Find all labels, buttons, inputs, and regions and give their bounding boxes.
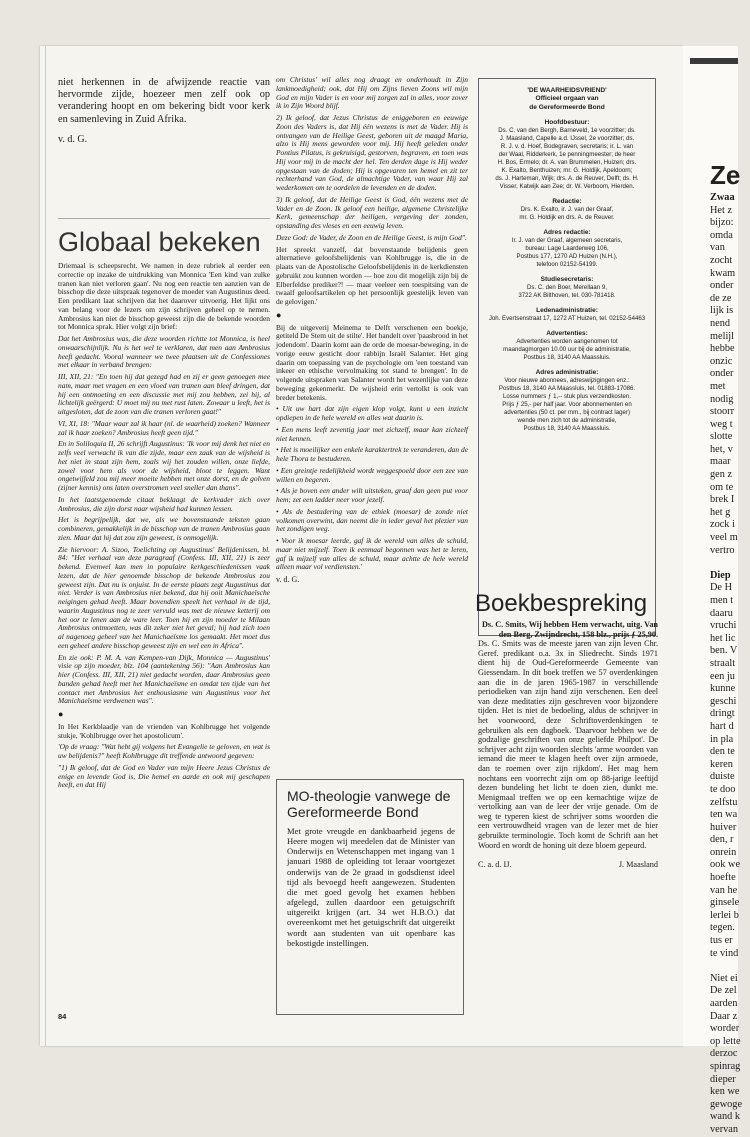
colophon-line: Prijs ƒ 25,- per half jaar. Voor abonnementen en <box>502 401 632 409</box>
globaal-paragraph: Het is begrijpelijk, dat we, als we bovenstaande teksten gaan combineren, gemakkelijk in de bisschop van de tranen Ambrosius gaan zien. Maar dat hij dat zou zijn geweest, is onmogelijk. <box>58 515 270 542</box>
right-page-line: lerlei b <box>710 909 739 921</box>
colophon-heading: Ledenadministratie: <box>536 307 598 315</box>
kohlbrugge-paragraph: • Een mens leeft zeventig jaar met zichzelf, maar kan zichzelf niet kennen. <box>276 424 468 443</box>
right-page-line: derzoc <box>710 1048 738 1060</box>
right-page-line: veel m <box>710 532 738 544</box>
colophon-line: telefoon 02152-54199. <box>536 261 598 269</box>
right-page-line: men t <box>710 595 734 606</box>
right-page-line: huiver <box>710 821 737 833</box>
right-page-line: nodig <box>710 393 734 405</box>
right-page-rule <box>690 58 738 64</box>
right-page-line <box>710 557 750 570</box>
right-page-line: zock i <box>710 519 735 531</box>
right-page-line: den, r <box>710 834 734 846</box>
right-page-line: omda <box>710 229 733 241</box>
globaal-paragraph: Dat het Ambrosius was, die deze woorden richtte tot Monnica, is heel onwaarschijnlijk. Nu is het wel te verklaren, dat men aan Ambrosius heeft gedacht. Vooral wanneer we twee plaatsen uit de Confessiones met elkaar in verband brengen: <box>58 334 270 370</box>
masthead-line: 'DE WAARHEIDSVRIEND' <box>527 87 607 94</box>
right-page-line: stoorr <box>710 406 735 418</box>
colophon-line: R. J. v. d. Hoef, Bodegraven, secretaris; ir. L. van <box>500 143 634 151</box>
book-header: Ds. C. Smits, Wij hebben Hem verwacht, uitg. Van den Berg, Zwijndrecht, 158 blz., prijs ƒ 25,90. <box>482 620 658 639</box>
right-page-line: onrein <box>710 846 737 858</box>
right-page-title: Ze <box>710 160 741 190</box>
colophon-line: K. Exalto, Benthuizen; mr. G. Holdijk, Apeldoorn; <box>501 167 633 175</box>
colophon-line: maandagmorgen 10.00 uur bij de administratie, <box>503 346 631 354</box>
right-page-line: zocht <box>710 254 733 266</box>
right-page-line: Zwaa <box>710 192 735 203</box>
column-globaal-bekeken <box>58 262 270 793</box>
right-page-line: brek I <box>710 494 735 506</box>
right-page-line: onder <box>710 280 734 292</box>
intro-paragraph <box>58 77 270 146</box>
right-page-line: De H <box>710 582 733 594</box>
colophon-line: Advertenties worden aangenomen tot <box>516 338 618 346</box>
colophon-box <box>478 78 656 636</box>
right-page-line: wand k <box>710 1111 741 1123</box>
right-page-line: van he <box>710 884 738 896</box>
right-page-line: slotte <box>710 431 733 443</box>
colophon-line: der Waal, Ridderkerk, 1e penningmeester; de heer <box>498 151 636 159</box>
right-page-line: zelfstu <box>710 796 738 808</box>
colophon-line: Postbus 18, 3140 AA Maassluis. <box>523 425 611 433</box>
right-page-line: gen z <box>710 469 733 481</box>
kohlbrugge-paragraph: • Voor ik moesar leerde, gaf ik de wereld van alles de schuld, maar niet mijzelf. Toen ik eenmaal begonnen was het te leren, gaf ik mijzelf van alles de schuld, maar achtte de hele wereld alleen maar vol verdiensten.' <box>276 536 468 572</box>
kohlbrugge-paragraph: • Uit uw hart dat zijn eigen klop volgt, kunt u een inzicht opdiepen in de hele wereld en alles wat daarin is. <box>276 404 468 422</box>
right-page-line: dringt <box>710 708 735 720</box>
colophon-line: Postbus 18, 3140 AA Maassluis. <box>523 354 611 362</box>
globaal-paragraph: "1) Ik geloof, dat de God en Vader van mijn Heere Jezus Christus de enige en levende God is, Die hemel en aarde en ook mij geschapen heeft, en dat Hij <box>58 762 270 790</box>
mo-theologie-title: MO-theologie vanwege de Gereformeerde Bond <box>287 788 451 820</box>
colophon-line: Joh. Evertsenstraat 17, 1272 AT Huizen, tel. 02152-54463 <box>488 315 646 323</box>
globaal-paragraph: En in Soliloquia II, 26 schrijft Augustinus: 'Ik voor mij denk het niet en zelfs veel verwacht ik van die zijde, maar een zaak van de wijsheid is het niet in staat zijn hem, zoals wij het zouden willen, onze liefde, zowel voor hem als voor de wijsheid, bloot te leggen. Want ongetwijfeld zou mij meer moeite hebben met onze dorst, en de golven (zijner kennis) ons laten overstromen veel sneller dan thans". <box>58 439 270 492</box>
right-page-line: vervan <box>710 1123 739 1135</box>
colophon-line: mr. G. Holdijk en drs. A. de Reuver. <box>519 214 615 222</box>
right-page-line: ken we <box>710 1086 740 1098</box>
right-page-line: in pla <box>710 733 734 745</box>
right-page-line: daaru <box>710 607 733 619</box>
section-separator: ● <box>276 309 282 320</box>
section-heading-globaal-bekeken: Globaal bekeken <box>58 218 270 269</box>
masthead-line: Officieel orgaan van <box>535 95 599 103</box>
right-page-line: Niet ei <box>710 972 738 984</box>
right-page-line: spinrag <box>710 1060 741 1072</box>
right-page-line: ginsele <box>710 897 740 909</box>
intro-text: niet herkennen in de afwijzende reactie van hervormde zijde, hoezeer men zelf ook op verandering hoopt en om bekering bidt voor kerk en samenleving in Zuid Afrika. <box>58 77 270 125</box>
colophon-line: Drs. K. Exalto, ir. J. van der Graaf, <box>520 206 614 214</box>
right-page-line: lijk is <box>710 305 734 317</box>
right-page-line: onzic <box>710 355 733 367</box>
right-page-text <box>710 192 750 1137</box>
review-body: Ds. C. Smits was de meeste jaren van zijn leven Chr. Geref. predikant o.a. 3x in Sliedrecht. Sinds 1971 dient hij de Oud-Gereformeerde Gemeente van Giessendam. In dit boek treffen we 57 overdenkingen aan die in de jaren 1965-1987 in verschillende periodieken van zijn hand zijn verschenen. Een deel van deze meditaties zijn geschreven voor bijzondere tijden. Het is niet de bedoeling, aldus de schrijver in het voorwoord, deze Schriftoverdenkingen te gebruiken als een dagboek. 'Daarvoor hebben we de godzalige geschriften van onze geliefde Philpot'. De schrijver acht zijn woorden slechts 'arme woorden van iemand die meer te klagen heeft over zijn armoede, dan te roemen over zijn rijkdom'. Het mag hem nochtans een voorrecht zijn om op 88-jarige leeftijd dezen bundeling het licht te doen zien, dunkt me. Menigmaal treffen we op een kernachtige wijze de vertolking aan van de leer der vrije genade. Om de weg te typeren kiest de schrijver soms woorden die een vertrouwdheid vragen van de lezer met de hier gebruikte terminologie. Toch komt de Schrift aan het Woord en wordt de honing uit deze bloem gepeurd. <box>478 639 658 850</box>
right-page-line: een ju <box>710 670 735 682</box>
colophon-heading: Hoofdbestuur: <box>544 119 590 127</box>
colophon-line: Ir. J. van der Graaf, algemeen secretaris, <box>511 237 623 245</box>
right-page-line: worder <box>710 1023 740 1035</box>
right-page-line: geschi <box>710 695 737 707</box>
globaal-paragraph: 'Op de vraag: "Wat hebt gij volgens het Evangelie te geloven, en wat is uw belijdenis?" heeft Kohlbrugge dit treffende antwoord gegeven: <box>58 742 270 760</box>
right-page-line: onder <box>710 368 734 380</box>
right-page-line: duiste <box>710 771 735 783</box>
right-page-line: kwam <box>710 267 736 279</box>
right-page-line: bijzo: <box>710 217 734 229</box>
colophon-line: wende men zich tot de administratie, <box>517 417 617 425</box>
right-page-line: Het z <box>710 204 733 216</box>
right-page-line: hoefte <box>710 872 736 884</box>
right-page-line: met <box>710 380 726 392</box>
colophon-heading: Adres redactie: <box>543 229 591 237</box>
kohlbrugge-paragraph: Bij de uitgeverij Meinema te Delft verschenen een boekje, getiteld De Stem uit de stilte'. Het handelt over 'paasbrood in het jodendom'. Daarin komt aan de orde de moesar-beweging, in de vorige eeuw gesticht door rabbijn Israël Salanter. Het ging daarin om toepassing van de psychologie om 'een toestand van inkeer en ethische vervolmaking tot stand te brengen'. In de volgende uitspraken van Salanter wordt het wezenlijke van deze beweging gekenmerkt. De wijsheid erin vertolkt is ook van breder betekenis. <box>276 322 468 402</box>
kohlbrugge-signature: v. d. G. <box>276 575 300 584</box>
right-page-line: ben. V <box>710 645 738 657</box>
right-page-line: vertro <box>710 544 735 556</box>
colophon-line: Losse nummers ƒ 1,-- stuk plus verzendkosten. <box>502 393 632 401</box>
globaal-paragraph: Zie hiervoor: A. Sizoo, Toelichting op Augustinus' Belijdenissen, bl. 84: "Het verhaal van deze paragraaf (Confess. III, XII, 21) is zeer bekend. Evenwel kan men in populaire kerkgeschiedenissen vaak lezen, dat de hier genoemde bisschop de bekende Ambrosius zou geweest zijn. Dat nu is onjuist. In de eerste plaats zegt Augustinus dat niet. Verder is van Ambrosius niet bekend, dat hij ooit Manichaeïsche neigingen gehad heeft. Maar bovendien speelt het verhaal in de tijd, waarin Augustinus nog te zeer vervuld was met de nieuwe ketterij om het oor te lenen aan de ware leer. Toen hij en zijn moeder te Milaan Ambrosius ontmoetten, was dit zeker niet het geval; hij had zich toen al nagenoeg geheel van het Manichaeïsme los gemaakt. Het moet dus een geheel andere bisschop geweest zijn en wel een in Africa". <box>58 544 270 650</box>
review-signature <box>478 860 658 870</box>
right-page-line: te vind <box>710 947 739 959</box>
boekbespreking-heading: Boekbespreking <box>475 590 648 617</box>
intro-signature: v. d. G. <box>58 133 88 145</box>
right-page-line: tegen. <box>710 922 735 934</box>
right-page-line: om te <box>710 481 734 493</box>
kohlbrugge-paragraph: 2) Ik geloof, dat Jezus Christus de eniggeboren en eeuwige Zoon des Vaders is, dat Hij één wezens is met de Vader. Hij is ontvangen van de Heilige Geest, geboren uit de maagd Maria, alzo is Hij mens geworden voor mij. Hij heeft geleden onder Pontius Pilatus, is gekruisigd, gestorven, begraven, en toen was Hij voor mij in de macht der hel. Ten derden dage is Hij weder opgestaan van de doden; Hij is opgevaren ten hemel en zit ter rechterhand van God, de almachtige Vader, van waar Hij zal wederkomen om te oordelen de levenden en de doden. <box>276 113 468 192</box>
colophon-line: H. Bos, Ermelo; dr. A. van Brummelen, Huizen; drs. <box>497 159 637 167</box>
right-page-line: te doo <box>710 783 736 795</box>
right-page-line: Daar z <box>710 1010 738 1022</box>
right-page-line: aarden <box>710 998 738 1009</box>
right-page-line: De zel <box>710 985 737 997</box>
right-page-line: vruchi <box>710 620 737 632</box>
globaal-paragraph: Driemaal is scheepsrecht. We namen in deze rubriek al eerder een correctie op inzake de uitdrukking van Monnica 'Een kind van zulke tranen kan niet verloren gaan'. Nu nog een reactie ten aanzien van de bisschop die deze uitspraak tegenover de moeder van Augustinus deed. Een predikant laat schrijven dat het daarover uitvoerig. Het lijkt ons van belang voor de lezers om zijn schrijven geheel op te nemen. Ambrosius kan niet de bisschop geweest zijn die de bekende woorden tot Monnica sprak. Hier volgt zijn brief: <box>58 261 270 332</box>
colophon-line: J. Maasland, Capelle a.d. IJssel, 2e voorzitter; ds. <box>499 135 635 143</box>
page-number: 84 <box>58 1012 67 1021</box>
kohlbrugge-paragraph: Het spreekt vanzelf, dat bovenstaande belijdenis geen alternatieve geloofsbelijdenis van Kohlbrugge is, die in de plaats van de Apostolische Geloofsbelijdenis in de kerkdiensten gebruikt zou kunnen worden — hoe zou dit mogelijk zijn bij de Elberfeldse prediker?! — maar veeleer een toespitsing van de twaalf geloofsartikelen op het persoonlijk geestelijk leven van de gelovigen.' <box>276 244 468 306</box>
masthead-line: de Gereformeerde Bond <box>529 103 605 111</box>
globaal-paragraph: In Het Kerkblaadje van de vrienden van Kohlbrugge het volgende stukje, 'Kohlbrugge over het apostolicum'. <box>58 721 270 740</box>
globaal-paragraph: In het laatstgenoemde citaat beklaagt de kerkvader zich over Ambrosius, die zijn dorst naar wijsheid had kunnen lessen. <box>58 494 270 513</box>
kohlbrugge-paragraph: om Christus' wil alles nog draagt en onderhoudt in Zijn lankmoedigheid; ook, dat Hij om Zijns lieven Zoons wil mijn God en mijn Vader is en voor mij zorgen zal in alles, voor zover ik in Zijn Woord blijf. <box>276 75 468 111</box>
right-page-line: ten wa <box>710 809 738 821</box>
globaal-paragraph: III, XII, 21: "En toen hij dat gezegd had en zij er geen genoegen mee nam, maar met vragen en een vloed van tranen aan bleef dringen, dat hij een ontmoeting en een discussie met mij zou hebben, zei hij, al lichtelijk geërgerd: U moet mij nu met rust laten. Zowaar u leeft, het is uitgesloten, dat de zoon van die tranen verloren gaat!" <box>58 372 270 416</box>
right-page-line: straalt <box>710 657 736 669</box>
right-page-line: kunne <box>710 683 736 695</box>
colophon-line: Postbus 177, 1270 AD Huizen (N.H.), <box>516 253 618 261</box>
kohlbrugge-paragraph: • Als je boven een ander wilt uitsteken, graaf dan geen put voor hem; zet een ladder neer voor jezelf. <box>276 486 468 504</box>
right-page-line <box>710 960 750 973</box>
right-page-line: hart d <box>710 720 734 732</box>
colophon-heading: Studiesecretaris: <box>540 276 594 284</box>
globaal-paragraph: VI, XI, 18: "Maar waar zal ik haar (nl. de waarheid) zoeken? Wanneer zal ik haar zoeken? Ambrosius heeft geen tijd." <box>58 418 270 437</box>
colophon-line: bureau: Lage Laarderweg 106, <box>525 245 609 253</box>
right-page-line: van <box>710 242 725 254</box>
kohlbrugge-paragraph: • Als de bestudering van de ethiek (moesar) de zonde niet volkomen overwint, dan neemt die in ieder geval het plezier van het zondigen weg. <box>276 506 468 534</box>
right-page-line: het lic <box>710 632 736 644</box>
boekbespreking-review <box>478 620 658 873</box>
review-initials: C. a. d. IJ. <box>478 860 512 870</box>
right-page-line: melijl <box>710 330 735 342</box>
globaal-paragraph: En zie ook: P. M. A. van Kempen-van Dijk, Monnica — Augustinus' visie op zijn moeder, blz. 104 (aantekening 56): "Aan Ambrosius kan hier (Confess. III, XII, 21) niet gedacht worden, daar Ambrosius geen banden gehad heeft met het Manichaeïsme en omdat ten tijde van het contact met Ambrosius het enthousiasme van Augustinus voor het Manichaeïsme verdwenen was". <box>58 652 270 706</box>
kohlbrugge-paragraph: 3) Ik geloof, dat de Heilige Geest is God, één wezens met de Vader en de Zoon. Ik geloof een heilige, algemene Christelijke Kerk, gemeenschap der heiligen, vergeving der zonden, opstanding des vleses en een eeuwig leven. <box>276 194 468 230</box>
colophon-heading: Advertenties: <box>546 330 588 338</box>
kohlbrugge-paragraph: Deze God: de Vader, de Zoon en de Heilige Geest, is mijn God". <box>276 232 467 242</box>
right-page-line: het g <box>710 506 731 518</box>
right-page-line: het, v <box>710 443 733 455</box>
right-page-line: op lette <box>710 1035 741 1047</box>
colophon-line: 3722 AK Bilthoven, tel. 030-781418. <box>518 292 616 300</box>
colophon-line: Visser, Katwijk aan Zee; dr. W. Verboom, Hierden. <box>499 183 635 191</box>
reviewer-name: J. Maasland <box>618 860 658 870</box>
colophon-heading: Redactie: <box>552 198 582 206</box>
colophon-line: advertenties (50 ct. per mm., bij contract lager) <box>504 409 630 417</box>
right-page-line: nend <box>710 317 731 329</box>
right-page-line: keren <box>710 758 733 770</box>
right-page-line: tus er <box>710 935 733 947</box>
right-page-line: weg t <box>710 418 733 430</box>
colophon-line: Ds. C. van den Bergh, Barneveld, 1e voorzitter; ds. <box>498 127 636 135</box>
page-gutter <box>40 46 46 1046</box>
column-kohlbrugge-moesar <box>276 76 468 588</box>
mo-theologie-body: Met grote vreugde en dankbaarheid jegens de Heere mogen wij meedelen dat de Minister van Onderwijs en Wetenschappen met ingang van 1 januari 1988 de opleiding tot leraar voortgezet onderwijs van de 2e graad in godsdienst ideel tijd als bevoegd heeft aangewezen. Studenten die met goed gevolg het examen hebben afgelegd, zullen daardoor een getuigschrift uitgereikt krijgen (art. 34 wet H.B.O.) dat overeenkomt met het getuigschrift dat uitgereikt wordt aan studenten van uit openbare kas bekostigde instellingen. <box>287 826 455 948</box>
right-page-line: Diep <box>710 569 731 581</box>
right-page-line: maar <box>710 456 731 468</box>
right-page-line: hebbe <box>710 343 735 355</box>
colophon-line: Ds. C. den Boer, Merellaan 9, <box>527 284 607 292</box>
colophon-heading: Adres administratie: <box>535 369 599 377</box>
right-page-line: gewoge <box>710 1098 743 1110</box>
colophon-line: Postbus 18, 3140 AA Maassluis, tel. 01883-17086. <box>498 385 636 393</box>
colophon-line: ds. J. Harteman, Wijk; drs. A. de Reuver, Delft; ds. H. <box>495 175 639 183</box>
right-page-edge <box>683 46 743 1135</box>
right-page-line: den te <box>710 746 735 758</box>
right-page-line: ook we <box>710 859 741 871</box>
right-page-line: dieper <box>710 1073 736 1085</box>
kohlbrugge-paragraph: • Het is moeilijker een enkele karaktertrek te veranderen, dan de hele Thora te bestuderen. <box>276 445 468 463</box>
kohlbrugge-paragraph: • Een greintje redelijkheid wordt weggespoeld door een zee van willen en begeren. <box>276 465 468 484</box>
right-page-line: de ze <box>710 292 732 304</box>
colophon-line: Voor nieuwe abonnees, adreswijzigingen enz.: <box>504 377 630 385</box>
mo-theologie-box <box>276 779 464 1015</box>
section-separator: ● <box>58 709 64 719</box>
